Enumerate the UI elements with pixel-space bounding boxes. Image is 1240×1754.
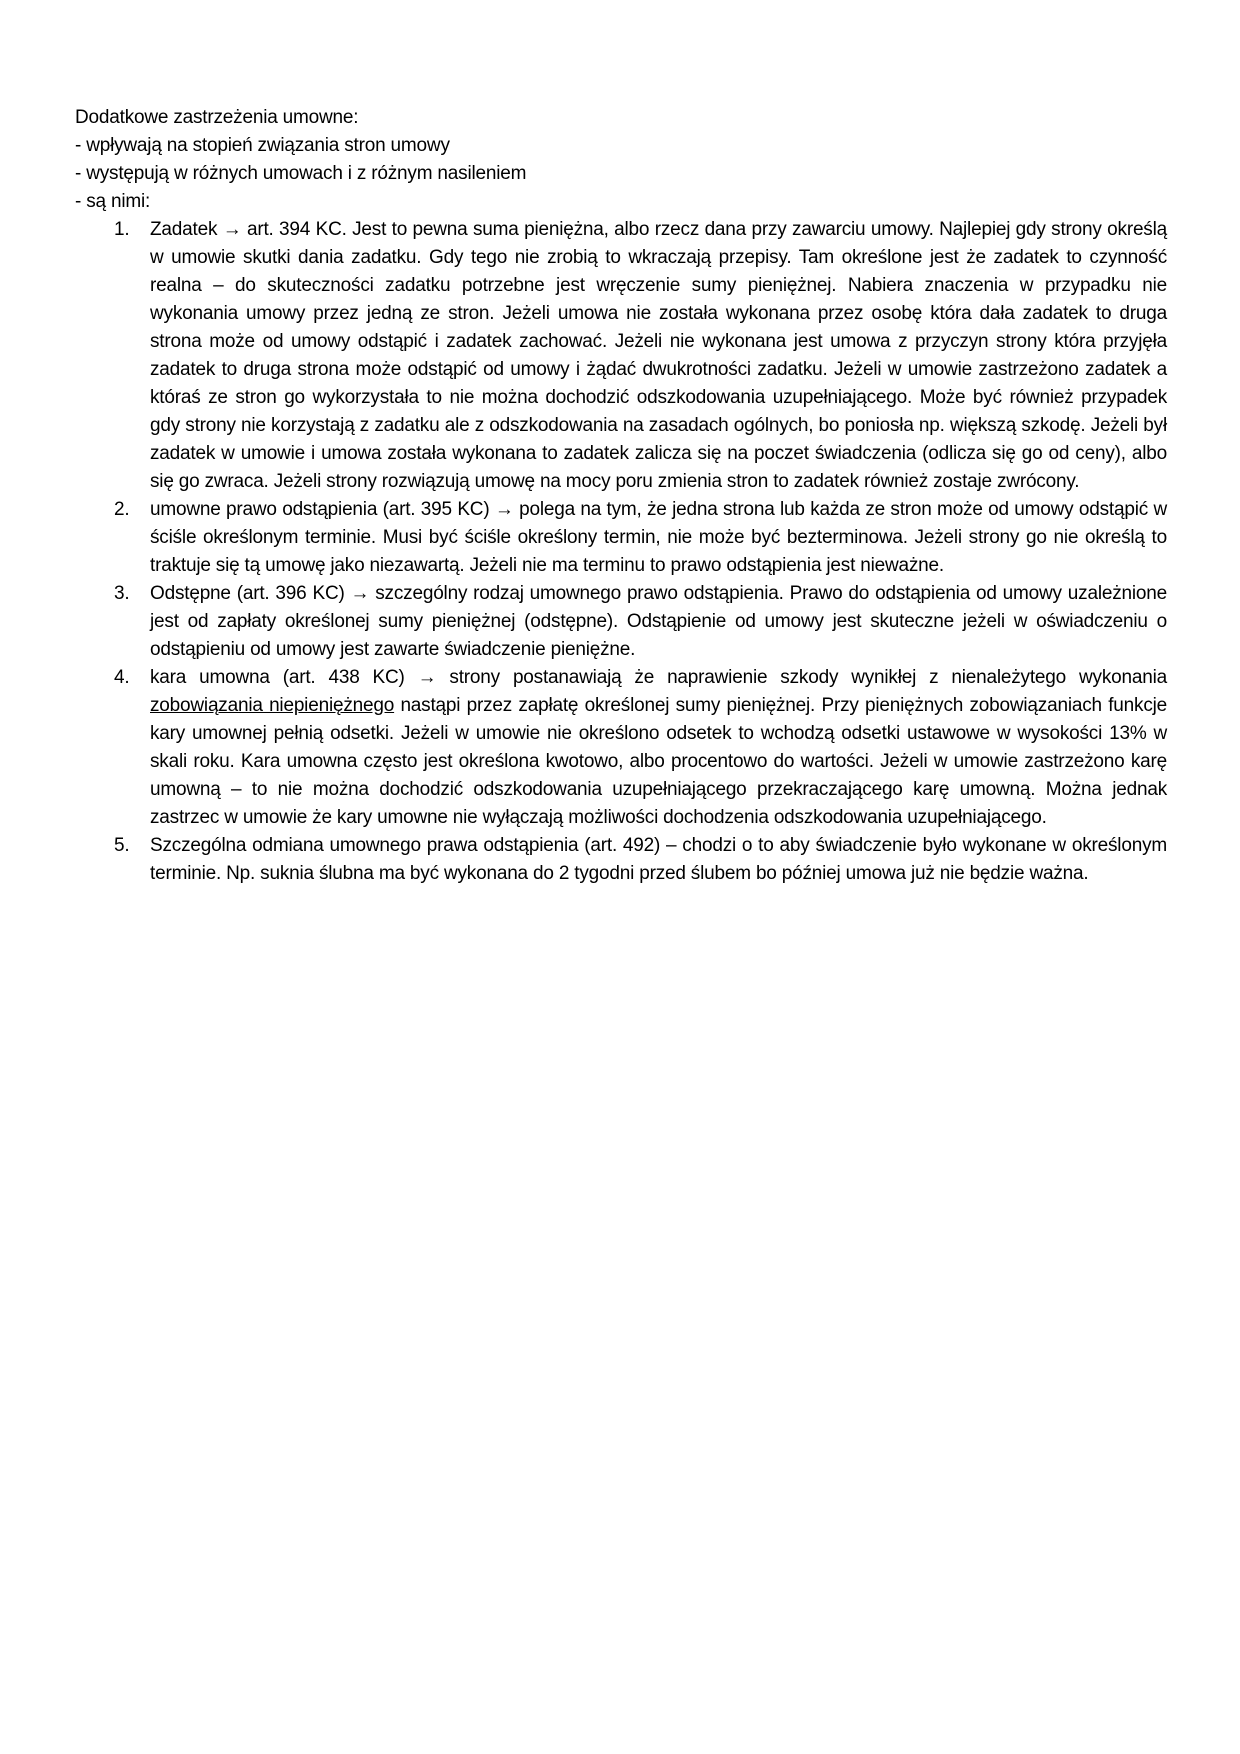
list-item-zadatek [75, 216, 1167, 496]
list-item-szczegolna-odmiana [75, 832, 1167, 888]
list-item-number: 5. [114, 835, 130, 856]
list-item-text [150, 664, 1167, 832]
document-body [75, 104, 1167, 888]
document-heading: Dodatkowe zastrzeżenia umowne: [75, 107, 359, 128]
list-item-number: 1. [114, 219, 130, 240]
list-item-number: 3. [114, 583, 130, 604]
list-item-text: umowne prawo odstąpienia (art. 395 KC) → polega na tym, że jedna strona lub każda ze stron może od umowy odstąpić w ściśle określonym terminie. Musi być ściśle określony termin, nie może być bezterminowa. Jeżeli strony go nie określą to traktuje się tą umowę jako niezawartą. Jeżeli nie ma terminu to prawo odstąpienia jest nieważne. [150, 499, 1167, 576]
underlined-term: zobowiązania niepieniężnego [150, 695, 395, 716]
list-item-text: Szczególna odmiana umownego prawa odstąpienia (art. 492) – chodzi o to aby świadczenie było wykonane w określonym terminie. Np. suknia ślubna ma być wykonana do 2 tygodni przed ślubem bo później umowa już nie będzie ważna. [150, 835, 1167, 884]
text-segment: kara umowna (art. 438 KC) → strony postanawiają że naprawienie szkody wynikłej z nienależytego wykonania [150, 667, 1167, 688]
text-segment: nastąpi przez zapłatę określonej sumy pieniężnej. Przy pieniężnych zobowiązaniach funkcje kary umownej pełnią odsetki. Jeżeli w umowie nie określono odsetek to wchodzą odsetki ustawowe w wysokości 13% w skali roku. Kara umowna często jest określona kwotowo, albo procentowo do wartości. Jeżeli w umowie zastrzeżono karę umowną – to nie można dochodzić odszkodowania uzupełniającego przekraczającego karę umowną. Można jednak zastrzec w umowie że kary umowne nie wyłączają możliwości dochodzenia odszkodowania uzupełniającego. [150, 695, 1168, 828]
bullet-line: - występują w różnych umowach i z różnym nasileniem [75, 163, 527, 184]
list-item-text: Zadatek → art. 394 KC. Jest to pewna suma pieniężna, albo rzecz dana przy zawarciu umowy. Najlepiej gdy strony określą w umowie skutki dania zadatku. Gdy tego nie zrobią to wkraczają przepisy. Tam określone jest że zadatek to czynność realna – do skuteczności zadatku potrzebne jest wręczenie sumy pieniężnej. Nabiera znaczenia w przypadku nie wykonania umowy przez jedną ze stron. Jeżeli umowa nie została wykonana przez osobę która dała zadatek to druga strona może od umowy odstąpić i zadatek zachować. Jeżeli nie wykonana jest umowa z przyczyn strony która przyjęła zadatek to druga strona może odstąpić od umowy i żądać dwukrotności zadatku. Jeżeli w umowie zastrzeżono zadatek a któraś ze stron go wykorzystała to nie można dochodzić odszkodowania uzupełniającego. Może być również przypadek gdy strony nie korzystają z zadatku ale z odszkodowania na zasadach ogólnych, bo poniosła np. większą szkodę. Jeżeli był zadatek w umowie i umowa została wykonana to zadatek zalicza się na poczet świadczenia (odlicza się go od ceny), albo się go zwraca. Jeżeli strony rozwiązują umowę na mocy poru zmienia stron to zadatek również zostaje zwrócony. [150, 219, 1167, 492]
bullet-line: - są nimi: [75, 191, 151, 212]
bullet-line: - wpływają na stopień związania stron umowy [75, 135, 450, 156]
list-item-odstepne [75, 580, 1167, 664]
list-item-number: 2. [114, 499, 130, 520]
list-item-kara-umowna [75, 664, 1167, 832]
numbered-list [75, 216, 1167, 888]
list-item-text: Odstępne (art. 396 KC) → szczególny rodzaj umownego prawo odstąpienia. Prawo do odstąpienia od umowy uzależnione jest od zapłaty określonej sumy pieniężnej (odstępne). Odstąpienie od umowy jest skuteczne jeżeli w oświadczeniu o odstąpieniu od umowy jest zawarte świadczenie pieniężne. [150, 583, 1167, 660]
list-item-number: 4. [114, 667, 130, 688]
list-item-prawo-odstapienia [75, 496, 1167, 580]
